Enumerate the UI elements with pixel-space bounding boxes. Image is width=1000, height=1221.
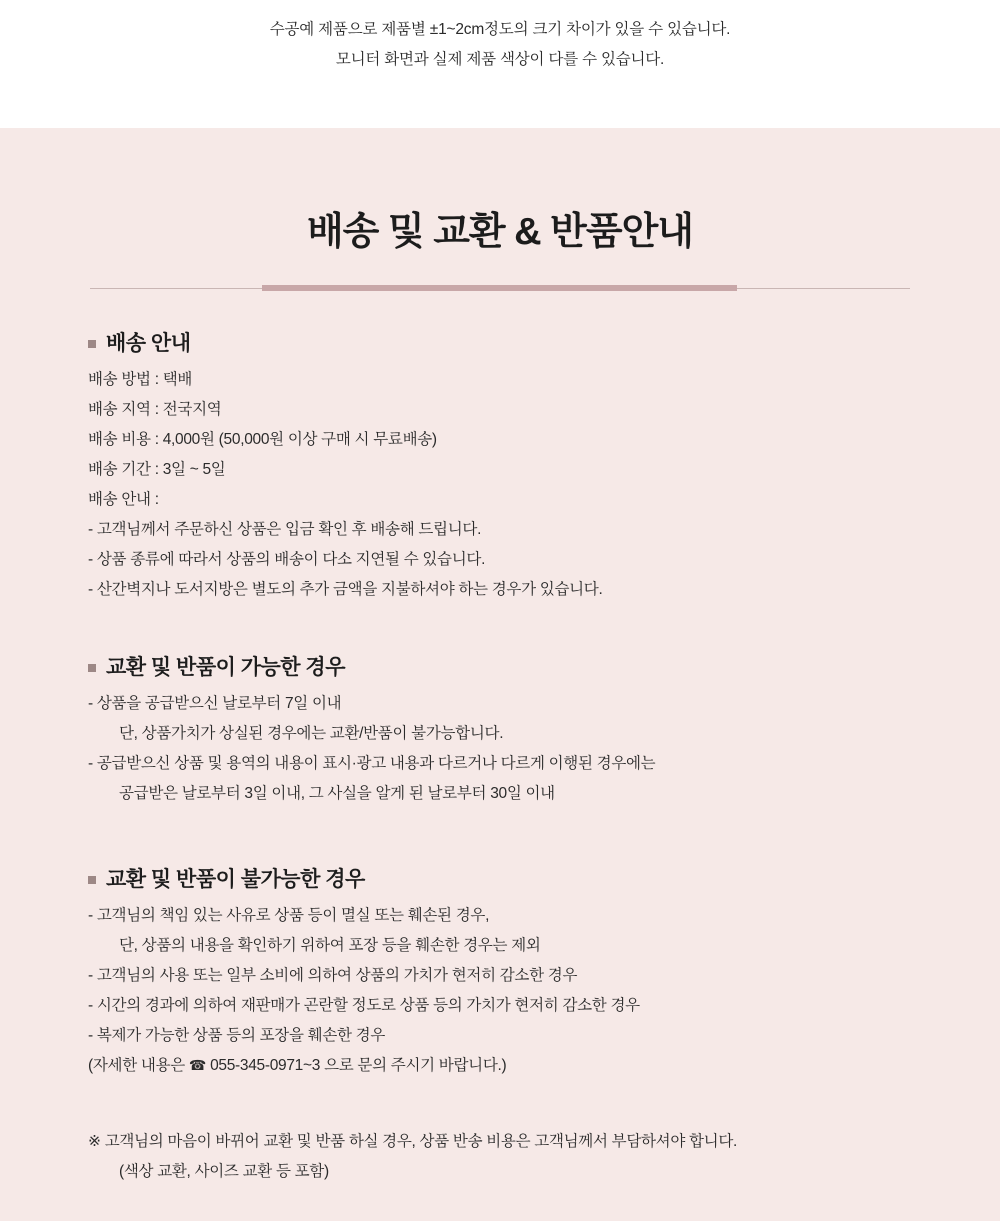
exchange-impossible-line: - 시간의 경과에 의하여 재판매가 곤란할 정도로 상품 등의 가치가 현저히 감소한 경우	[88, 997, 640, 1014]
contact-prefix: (자세한 내용은	[88, 1057, 189, 1074]
section-shipping-head	[88, 327, 940, 357]
exchange-impossible-line: - 복제가 가능한 상품 등의 포장을 훼손한 경우	[88, 1027, 386, 1044]
exchange-impossible-line: 단, 상품의 내용을 확인하기 위하여 포장 등을 훼손한 경우는 제외	[119, 937, 541, 954]
contact-suffix: 으로 문의 주시기 바랍니다.)	[324, 1057, 507, 1074]
panel-title-wrap	[0, 128, 1000, 255]
spacer	[88, 1093, 940, 1127]
shipping-line: 배송 안내 :	[88, 491, 159, 508]
exchange-impossible-line: - 고객님의 사용 또는 일부 소비에 의하여 상품의 가치가 현저히 감소한 경우	[88, 967, 578, 984]
section-exchange-impossible-head	[88, 863, 940, 893]
title-divider-accent	[262, 285, 737, 291]
section-shipping-title: 배송 안내	[106, 332, 191, 355]
top-notice-line-2: 모니터 화면과 실제 제품 색상이 다를 수 있습니다.	[335, 51, 665, 68]
shipping-line: 배송 비용 : 4,000원 (50,000원 이상 구매 시 무료배송)	[88, 431, 437, 448]
spacer	[88, 821, 940, 863]
spacer	[88, 617, 940, 651]
exchange-possible-line: - 공급받으신 상품 및 용역의 내용이 표시·광고 내용과 다르거나 다르게 이행된 경우에는	[88, 755, 656, 772]
section-shipping	[88, 327, 940, 605]
footnote-block	[88, 1127, 940, 1187]
shipping-return-panel	[0, 128, 1000, 1221]
shipping-line: - 산간벽지나 도서지방은 별도의 추가 금액을 지불하셔야 하는 경우가 있습니다.	[88, 581, 603, 598]
top-notice-block	[0, 0, 1000, 128]
contact-phone-number: 055-345-0971~3	[206, 1057, 325, 1074]
square-bullet-icon	[88, 876, 96, 884]
page-title: 배송 및 교환 & 반품안내	[306, 211, 694, 253]
section-exchange-possible-head	[88, 651, 940, 681]
shipping-line: 배송 방법 : 택배	[88, 371, 193, 388]
section-exchange-possible	[88, 651, 940, 809]
contact-line	[88, 1051, 940, 1081]
shipping-line: - 고객님께서 주문하신 상품은 입금 확인 후 배송해 드립니다.	[88, 521, 482, 538]
shipping-line: 배송 기간 : 3일 ~ 5일	[88, 461, 226, 478]
exchange-impossible-line: - 고객님의 책임 있는 사유로 상품 등이 멸실 또는 훼손된 경우,	[88, 907, 490, 924]
section-exchange-impossible-title: 교환 및 반품이 불가능한 경우	[106, 868, 365, 891]
telephone-icon: ☎	[188, 1058, 207, 1074]
section-exchange-impossible	[88, 863, 940, 1081]
footnote-line-2: (색상 교환, 사이즈 교환 등 포함)	[119, 1163, 329, 1180]
section-exchange-possible-title: 교환 및 반품이 가능한 경우	[106, 656, 345, 679]
footnote-line-1: ※ 고객님의 마음이 바뀌어 교환 및 반품 하실 경우, 상품 반송 비용은 고객님께서 부담하셔야 합니다.	[88, 1133, 738, 1150]
title-divider	[90, 285, 910, 291]
shipping-line: 배송 지역 : 전국지역	[88, 401, 222, 418]
exchange-possible-line: 공급받은 날로부터 3일 이내, 그 사실을 알게 된 날로부터 30일 이내	[119, 785, 555, 802]
square-bullet-icon	[88, 664, 96, 672]
exchange-possible-line: - 상품을 공급받으신 날로부터 7일 이내	[88, 695, 342, 712]
panel-content	[0, 291, 1000, 1187]
shipping-line: - 상품 종류에 따라서 상품의 배송이 다소 지연될 수 있습니다.	[88, 551, 486, 568]
square-bullet-icon	[88, 340, 96, 348]
exchange-possible-line: 단, 상품가치가 상실된 경우에는 교환/반품이 불가능합니다.	[119, 725, 504, 742]
top-notice-line-1: 수공예 제품으로 제품별 ±1~2cm정도의 크기 차이가 있을 수 있습니다.	[269, 21, 731, 38]
